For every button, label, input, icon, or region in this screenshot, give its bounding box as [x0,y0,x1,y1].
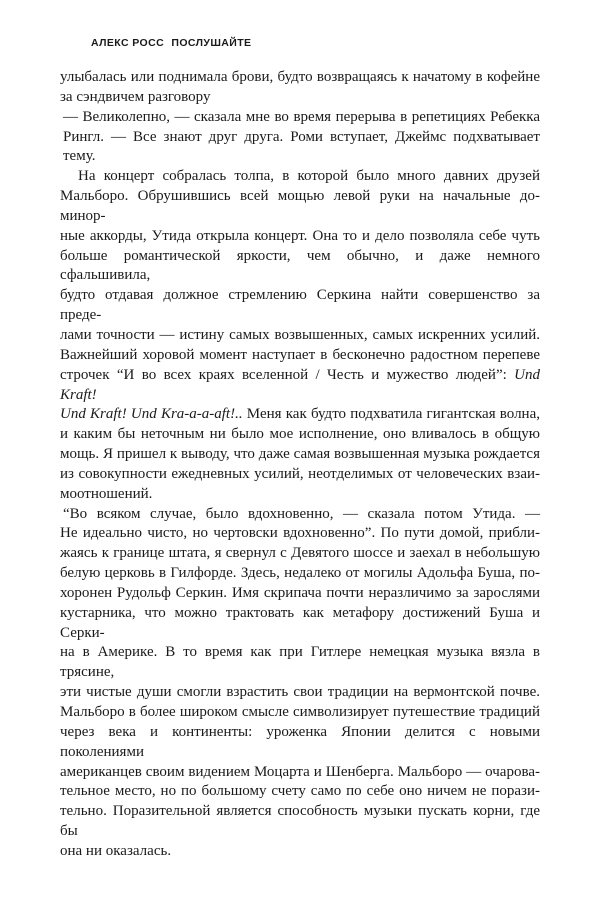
text-line: Важнейший хоровой момент наступает в бесконечно радостном перепеве [60,346,540,363]
text-line: строчек “И во всех краях вселенной / Честь и мужество людей”: Und Kraft! [60,366,540,403]
text-line: тельно. Поразительной является способность музыки пускать корни, где бы [60,803,540,840]
text-line: американцев своим видением Моцарта и Шенберга. Мальборо — очарова- [60,763,540,780]
text-line: “Во всяком случае, было вдохновенно, — сказала потом Утида. — [63,505,540,522]
text-line: из совокупности ежедневных усилий, неотделимых от человеческих взаи- [60,465,540,482]
text-line: улыбалась или поднимала брови, будто возвращаясь к начатому в кофейне [60,69,540,85]
text-line: Не идеально чисто, но чертовски вдохновенно”. По пути домой, прибли- [60,525,540,542]
running-head [91,37,251,49]
text-line: — Великолепно, — сказала мне во время перерыва в репетициях Ребекка [63,108,540,125]
text-line: через века и континенты: уроженка Японии делится с новыми поколениями [60,723,540,760]
text-line: белую церковь в Гилфорде. Здесь, недалеко от могилы Адольфа Буша, по- [60,565,540,582]
paragraph [60,505,540,862]
text-line: мощь. Я пришел к выводу, что даже самая возвышенная музыка рождается [60,446,540,463]
body-text [60,68,540,862]
text-line: она ни оказалась. [60,842,172,859]
text-line: моотношений. [60,485,153,502]
paragraph [60,108,540,168]
text-line: тельное место, но по большому счету само по себе оно ничем не порази- [60,783,540,800]
text-line: Und Kraft! Und Kra-a-a-aft!.. Меня как будто подхватила гигантская волна, [60,406,540,423]
paragraph [60,68,540,108]
text-line: Мальборо. Обрушившись всей мощью левой руки на начальные до-минор- [60,188,540,224]
text-line: и каким бы неточным ни было мое исполнение, оно вливалось в общую [60,426,540,443]
text-line: больше романтической яркости, чем обычно, и даже немного сфальшивила, [60,247,540,284]
text-line: хоронен Рудольф Серкин. Имя скрипача почти неразличимо за зарослями [60,584,540,601]
text-line: Рингл. — Все знают друг друга. Роми вступает, Джеймс подхватывает тему. [63,128,540,165]
text-line: ные аккорды, Утида открыла концерт. Она то и дело позволяла себе чуть [60,227,540,244]
text-line: эти чистые души смогли взрастить свои традиции на вермонтской почве. [60,684,540,701]
text-line: за сэндвичем разговору [60,88,211,105]
text-line: На концерт собралась толпа, в которой было много давних друзей [78,168,540,185]
running-head-author: АЛЕКС РОСС [91,37,165,49]
text-line: кустарника, что можно трактовать как метафору достижений Буша и Серки- [60,604,540,641]
paragraph [60,167,540,504]
text-line: на в Америке. В то время как при Гитлере немецкая музыка вязла в трясине, [60,644,540,681]
running-head-title: ПОСЛУШАЙТЕ [171,37,252,49]
text-line: Мальборо в более широком смысле символизирует путешествие традиций [60,704,540,720]
text-line: лами точности — истину самых возвышенных, самых искренних усилий. [60,326,540,343]
text-line: будто отдавая должное стремлению Серкина найти совершенство за преде- [60,287,540,324]
text-line: жаясь к границе штата, я свернул с Девятого шоссе и заехал в небольшую [60,545,540,562]
